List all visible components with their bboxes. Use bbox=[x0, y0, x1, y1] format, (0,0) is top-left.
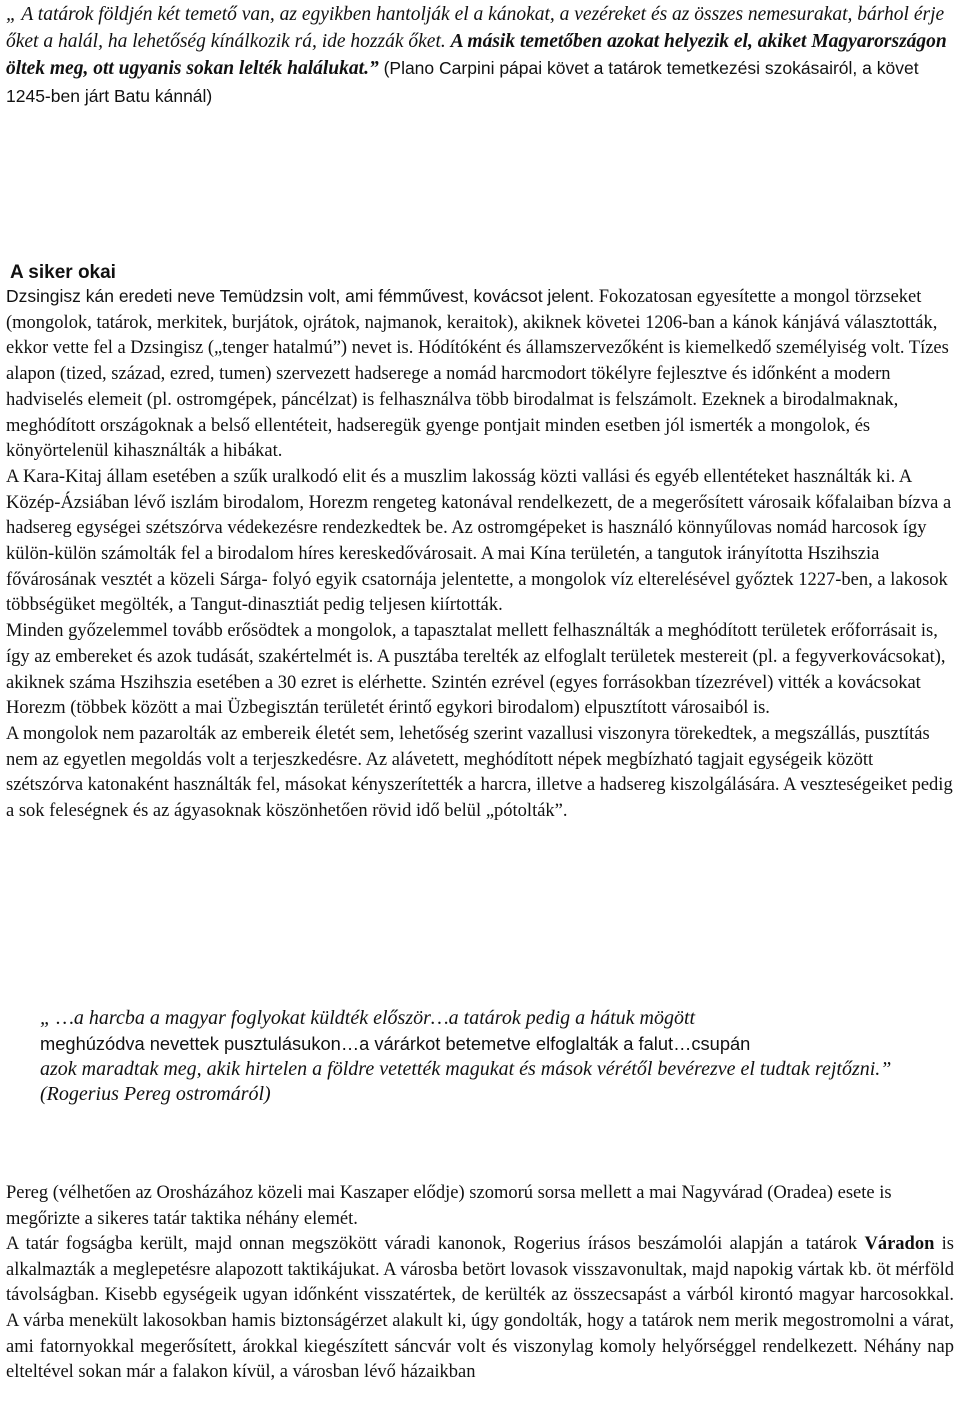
paragraph-varad-keyword: Váradon bbox=[864, 1234, 935, 1255]
paragraph-varad-rest: is alkalmazták a meglepetésre alapozott taktikájukat. A városba betört lovasok visszavonultak, majd napokig vártak kb. öt mérföld távolságban. Kisebb egységeik ugyan időnként visszatértek, de kerülték az összecsapást a várból kirontó magyar harcosokkal. A várba menekült lakosokban hamis biztonságérzet alakult ki, úgy gondolták, hogy a tatárok nem merik megostromolni a várat, ami fatornyokkal megerősített, árokkal kiegészített sáncvár volt és viszonylag komoly helyőrséggel rendelkezett. Néhány nap elteltével sokan már a falakon kívül, a városban lévő házaikban bbox=[6, 1234, 955, 1383]
carpini-quote bbox=[6, 2, 954, 110]
paragraph-varad-start: A tatár fogságba került, majd onnan megszökött váradi kanonok, Rogerius írásos beszámolói alapján a tatárok bbox=[6, 1234, 865, 1255]
paragraph-3: Minden győzelemmel tovább erősödtek a mongolok, a tapasztalat mellett felhasználták a meghódított területek erőforrásait is, így az embereket és azok tudását, szakértelmét is. A pusztába terelték az elfoglalt területek mestereit (pl. a fegyverkovácsokat), akiknek száma Hszihszia esetében a 30 ezret is elérhette. Szintén ezrével (egyes forrásokban tízezrével) vitték a kovácsokat Horezm (többek között a mai Üzbegisztán területét érintő egykori birodalom) elpusztított városaiból is. bbox=[6, 621, 946, 719]
paragraph-varad bbox=[6, 1232, 954, 1386]
paragraph-pereg: Pereg (vélhetően az Orosházához közeli mai Kaszaper elődje) szomorú sorsa mellett a mai Nagyvárad (Oradea) esete is megőrizte a sikeres tatár taktika néhány elemét. bbox=[6, 1183, 892, 1229]
quote-text-bold-italic: A másik temetőben azokat helyezik el, akiket Magyarországon öltek meg, ott ugyanis sokan lelték halálukat.” bbox=[6, 30, 947, 79]
rogerius-quote bbox=[40, 1006, 950, 1107]
quote-line-2: meghúzódva nevettek pusztulásukon…a várárkot betemetve elfoglalták a falut…csupán bbox=[40, 1033, 751, 1055]
quote-line-3: azok maradtak meg, akik hirtelen a földre vetették magukat és mások vérétől bevérezve el tudtak rejtőzni.” (Rogerius Pereg ostromáról) bbox=[40, 1057, 892, 1105]
paragraph-1-intro: Dzsingisz kán eredeti neve Temüdzsin volt, ami fémművest, kovácsot jelent. bbox=[6, 286, 595, 306]
main-text bbox=[6, 284, 954, 825]
quote-text-italic: „ A tatárok földjén két temető van, az egyikben hantolják el a kánokat, a vezéreket és az összes nemesurakat, bárhol érje őket a halál, ha lehetőség kínálkozik rá, ide hozzák őket. bbox=[6, 4, 945, 52]
section-heading: A siker okai bbox=[10, 262, 116, 283]
paragraph-4: A mongolok nem pazarolták az embereik életét sem, lehetőség szerint vazallusi viszonyra törekedtek, a megszállás, pusztítás nem az egyetlen megoldás volt a terjeszkedésre. Az alávetett, meghódított népek megbízható tagjait egységeik között szétszórva katonaként használták fel, másokat kényszerítették a harcra, illetve a hadsereg kiszolgálására. A veszteségeiket pedig a sok feleségnek és az ágyasoknak köszönhetően rövid idő belül „pótolták”. bbox=[6, 723, 953, 822]
paragraph-2: A Kara-Kitaj állam esetében a szűk uralkodó elit és a muszlim lakosság közti vallási és egyéb ellentéteket használták ki. A Közép-Ázsiában lévő iszlám birodalom, Horezm rengeteg katonával rendelkezett, de a megerősített városaik kőfalaiban bízva a hadsereg egységei szétszórva védekezésre rendezkedtek be. Az ostromgépeket is használó könnyűlovas nomád harcosok így külön-külön számolták fel a birodalom híres kereskedővárosait. A mai Kína területén, a tangutok irányította Hszihszia fővárosának vesztét a közeli Sárga- folyó egyik csatornája jelentette, a mongolok víz elterelésével győztek 1227-ben, a lakosok többségüket megölték, a Tangut-dinasztiát pedig teljesen kiírtották. bbox=[6, 466, 952, 616]
quote-line-1: „ …a harcba a magyar foglyokat küldték először…a tatárok pedig a hátuk mögött bbox=[40, 1007, 696, 1029]
bottom-text bbox=[6, 1181, 954, 1386]
paragraph-1 bbox=[6, 284, 954, 465]
quote-attribution: (Plano Carpini pápai követ a tatárok temetkezési szokásairól, a követ 1245-ben járt Batu kánnál) bbox=[6, 58, 919, 106]
paragraph-1-body: Fokozatosan egyesítette a mongol törzseket (mongolok, tatárok, merkitek, burjátok, ojrátok, najmanok, keraitok), akiknek követei 1206-ban a kánok kánjává választották, ekkor vette fel a Dzsingisz („tenger hatalmú”) nevet is. Hódítóként és államszervezőként is kiemelkedő személyiség volt. Tízes alapon (tized, század, ezred, tumen) szervezett hadserege a nomád harcmodort tökélyre fejlesztve és időnként a modern hadviselés elemeit (pl. ostromgépek, páncélzat) is felhasználva több birodalmat is felszámolt. Ezeknek a birodalmaknak, meghódított országoknak a belső ellentéteit, hadseregük gyenge pontjait minden esetben jól ismerték a mongolok, és könyörtelenül kihasználták a hibákat. bbox=[6, 287, 949, 462]
